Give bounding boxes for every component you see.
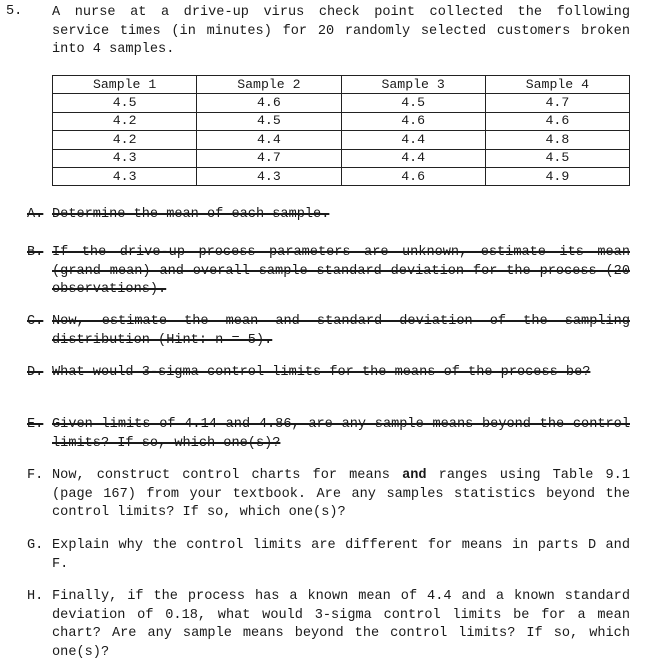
part-b	[27, 244, 630, 300]
part-g-text: Explain why the control limits are different for means in parts D and F.	[52, 538, 630, 572]
table-cell: 4.3	[197, 167, 341, 185]
table-cell: 4.6	[341, 167, 485, 185]
part-e-label: E.	[27, 417, 44, 432]
part-d-text: What would 3-sigma control limits for the means of the process be?	[52, 365, 591, 380]
table-cell: 4.5	[341, 94, 485, 112]
part-e	[27, 416, 630, 453]
part-g-label: G.	[27, 538, 44, 553]
part-a	[27, 206, 630, 225]
table-cell: 4.3	[53, 149, 197, 167]
part-b-label: B.	[27, 245, 44, 260]
question-intro: A nurse at a drive-up virus check point collected the following service times (in minutes) for 20 randomly selected customers broken into 4 samples.	[52, 5, 630, 57]
table-row	[53, 149, 630, 167]
question-number: 5.	[6, 4, 23, 19]
part-d	[27, 364, 630, 383]
part-c-label: C.	[27, 314, 44, 329]
part-h	[27, 588, 630, 662]
part-b-text: If the drive-up process parameters are unknown, estimate its mean (grand mean) and overall sample standard deviation for the process (20 observations).	[52, 245, 630, 297]
table-cell: 4.5	[485, 149, 629, 167]
table-cell: 4.7	[485, 94, 629, 112]
table-row	[53, 131, 630, 149]
table-cell: 4.2	[53, 131, 197, 149]
table-cell: 4.7	[197, 149, 341, 167]
table-header-cell: Sample 4	[485, 76, 629, 94]
table-header-cell: Sample 3	[341, 76, 485, 94]
table-cell: 4.4	[341, 131, 485, 149]
part-h-label: H.	[27, 589, 44, 604]
table-row	[53, 112, 630, 130]
part-f	[27, 467, 630, 523]
table-cell: 4.6	[197, 94, 341, 112]
table-row	[53, 167, 630, 185]
table-cell: 4.4	[341, 149, 485, 167]
part-c-text: Now, estimate the mean and standard deviation of the sampling distribution (Hint: n = 5).	[52, 314, 630, 348]
table-cell: 4.8	[485, 131, 629, 149]
table-cell: 4.9	[485, 167, 629, 185]
table-cell: 4.4	[197, 131, 341, 149]
part-a-label: A.	[27, 207, 44, 222]
table-row	[53, 94, 630, 112]
table-header-cell: Sample 1	[53, 76, 197, 94]
table-cell: 4.3	[53, 167, 197, 185]
part-h-text: Finally, if the process has a known mean of 4.4 and a known standard deviation of 0.18, what would 3-sigma control limits be for a mean chart? Are any sample means beyond the control limits? If so, which one(s)?	[52, 589, 630, 660]
part-f-text	[52, 467, 630, 523]
table-cell: 4.6	[485, 112, 629, 130]
part-f-text-bold: and	[402, 468, 427, 483]
part-f-label: F.	[27, 468, 44, 483]
part-f-text-b: ranges using Table 9.1 (page 167) from your textbook. Are any samples statistics beyond the control limits? If so, which one(s)?	[52, 468, 631, 520]
part-g	[27, 537, 630, 574]
table-header-row	[53, 76, 630, 94]
table-header-cell: Sample 2	[197, 76, 341, 94]
service-times-table	[52, 75, 630, 186]
part-a-text: Determine the mean of each sample.	[52, 207, 330, 222]
part-f-text-a: Now, construct control charts for means	[52, 468, 403, 483]
table-cell: 4.5	[53, 94, 197, 112]
part-e-text: Given limits of 4.14 and 4.86, are any sample means beyond the control limits? If so, which one(s)?	[52, 417, 630, 451]
part-d-label: D.	[27, 365, 44, 380]
table-cell: 4.5	[197, 112, 341, 130]
table-cell: 4.2	[53, 112, 197, 130]
part-c	[27, 313, 630, 350]
table-cell: 4.6	[341, 112, 485, 130]
